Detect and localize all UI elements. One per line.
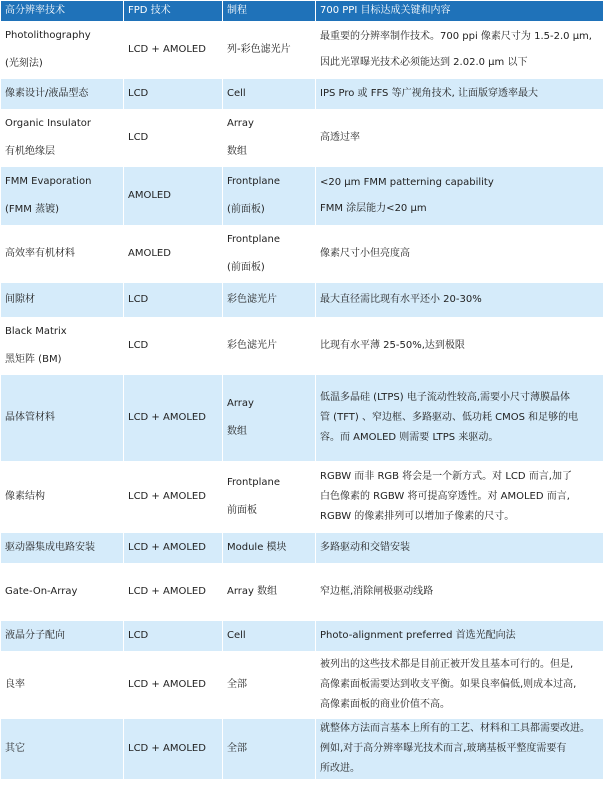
cell-line: 就整体方法而言基本上所有的工艺、材料和工具都需要改进。: [320, 723, 590, 734]
cell-line: 因此光罩曝光技术必须能达到 2.02.0 μm 以下: [320, 57, 528, 68]
cell-key: [316, 533, 603, 564]
cell-line: 列-彩色滤光片: [227, 44, 291, 55]
cell-tech: [1, 652, 124, 719]
cell-line: 全部: [227, 679, 247, 690]
cell-process: [223, 375, 316, 462]
cell-process: [223, 110, 316, 167]
cell-tech: [1, 719, 124, 780]
cell-process: [223, 621, 316, 652]
cell-tech: [1, 375, 124, 462]
cell-line: FMM 涂层能力<20 μm: [320, 203, 427, 214]
cell-line: RGBW 的像素排列可以增加子像素的尺寸。: [320, 511, 515, 522]
header-process: 制程: [223, 1, 316, 22]
cell-line: Module 模块: [227, 542, 287, 553]
table-row: [1, 375, 603, 462]
table-row: [1, 226, 603, 283]
cell-line: AMOLED: [128, 190, 171, 201]
cell-line: 容。而 AMOLED 则需要 LTPS 来驱动。: [320, 432, 499, 443]
cell-key: [316, 22, 603, 79]
cell-line: RGBW 而非 RGB 将会是一个新方式。对 LCD 而言,加了: [320, 471, 572, 482]
cell-line: 像素结构: [5, 491, 45, 502]
cell-key: [316, 375, 603, 462]
cell-line: FMM Evaporation: [5, 176, 92, 187]
header-key: 700 PPI 目标达成关键和内容: [316, 1, 603, 22]
cell-process: [223, 79, 316, 110]
table-row: [1, 462, 603, 533]
cell-line: 液晶分子配向: [5, 630, 65, 641]
cell-process: [223, 564, 316, 621]
cell-fpd: [124, 318, 223, 375]
cell-line: Black Matrix: [5, 326, 67, 337]
cell-key: [316, 110, 603, 167]
cell-tech: [1, 283, 124, 318]
cell-fpd: [124, 22, 223, 79]
cell-line: LCD: [128, 630, 149, 641]
table-row: [1, 79, 603, 110]
cell-key: [316, 564, 603, 621]
cell-line: 彩色滤光片: [227, 294, 277, 305]
cell-line: AMOLED: [128, 248, 171, 259]
cell-line: 高效率有机材料: [5, 248, 75, 259]
cell-line: 黑矩阵 (BM): [5, 354, 62, 365]
cell-process: [223, 533, 316, 564]
cell-tech: [1, 621, 124, 652]
cell-process: [223, 318, 316, 375]
cell-line: 白色像素的 RGBW 将可提高穿透性。对 AMOLED 而言,: [320, 491, 570, 502]
cell-line: Photo-alignment preferred 首选光配向法: [320, 630, 516, 641]
cell-tech: [1, 226, 124, 283]
cell-line: Array: [227, 118, 254, 129]
cell-line: 窄边框,消除闸极驱动线路: [320, 586, 434, 597]
table-row: [1, 719, 603, 780]
cell-key: [316, 283, 603, 318]
cell-line: 驱动器集成电路安装: [5, 542, 95, 553]
cell-line: <20 μm FMM patterning capability: [320, 177, 494, 188]
cell-line: 管 (TFT) 、窄边框、多路驱动、低功耗 CMOS 和足够的电: [320, 412, 579, 423]
cell-fpd: [124, 564, 223, 621]
cell-line: Organic Insulator: [5, 118, 91, 129]
cell-line: Frontplane: [227, 234, 281, 245]
table-row: [1, 22, 603, 79]
cell-line: LCD + AMOLED: [128, 491, 206, 502]
cell-fpd: [124, 462, 223, 533]
cell-tech: [1, 564, 124, 621]
table-row: [1, 621, 603, 652]
cell-line: LCD + AMOLED: [128, 679, 206, 690]
cell-line: 像素尺寸小但亮度高: [320, 248, 410, 259]
cell-process: [223, 462, 316, 533]
cell-key: [316, 719, 603, 780]
cell-tech: [1, 318, 124, 375]
cell-line: 有机绝缘层: [5, 146, 55, 157]
table-body: [1, 22, 603, 780]
cell-tech: [1, 167, 124, 226]
table-row: [1, 652, 603, 719]
cell-fpd: [124, 79, 223, 110]
cell-line: LCD: [128, 132, 149, 143]
cell-line: (FMM 蒸镀): [5, 204, 59, 215]
cell-line: Photolithography: [5, 30, 91, 41]
table-row: [1, 110, 603, 167]
cell-process: [223, 719, 316, 780]
cell-line: (前面板): [227, 204, 265, 215]
table-row: [1, 318, 603, 375]
cell-line: 高透过率: [320, 132, 360, 143]
cell-fpd: [124, 533, 223, 564]
cell-tech: [1, 110, 124, 167]
cell-tech: [1, 533, 124, 564]
cell-line: Array 数组: [227, 586, 278, 597]
cell-fpd: [124, 621, 223, 652]
cell-line: LCD: [128, 294, 149, 305]
cell-line: (光刻法): [5, 58, 43, 69]
cell-line: LCD: [128, 340, 149, 351]
cell-line: LCD + AMOLED: [128, 412, 206, 423]
cell-line: 所改进。: [320, 763, 360, 774]
cell-key: [316, 462, 603, 533]
cell-line: 全部: [227, 743, 247, 754]
cell-line: Frontplane: [227, 176, 281, 187]
cell-fpd: [124, 226, 223, 283]
header-tech: 高分辨率技术: [1, 1, 124, 22]
cell-line: LCD + AMOLED: [128, 542, 206, 553]
cell-line: LCD + AMOLED: [128, 44, 206, 55]
cell-line: LCD + AMOLED: [128, 586, 206, 597]
cell-line: 良率: [5, 679, 25, 690]
cell-process: [223, 22, 316, 79]
cell-fpd: [124, 652, 223, 719]
cell-fpd: [124, 110, 223, 167]
cell-line: Cell: [227, 630, 246, 641]
cell-tech: [1, 79, 124, 110]
table-row: [1, 167, 603, 226]
cell-process: [223, 652, 316, 719]
cell-tech: [1, 22, 124, 79]
cell-fpd: [124, 283, 223, 318]
header-fpd: FPD 技术: [124, 1, 223, 22]
cell-line: 低温多晶硅 (LTPS) 电子流动性较高,需要小尺寸薄膜晶体: [320, 392, 571, 403]
cell-process: [223, 283, 316, 318]
cell-key: [316, 318, 603, 375]
cell-line: 最重要的分辨率制作技术。700 ppi 像素尺寸为 1.5-2.0 μm,: [320, 31, 592, 42]
cell-line: 被列出的这些技术都是目前正被开发且基本可行的。但是,: [320, 659, 574, 670]
table-row: [1, 283, 603, 318]
cell-line: 比现有水平薄 25-50%,达到极限: [320, 340, 465, 351]
cell-line: 像素设计/液晶型态: [5, 88, 89, 99]
cell-line: 高像素面板需要达到收支平衡。如果良率偏低,则成本过高,: [320, 679, 577, 690]
cell-process: [223, 167, 316, 226]
cell-line: 彩色滤光片: [227, 340, 277, 351]
cell-line: (前面板): [227, 262, 265, 273]
cell-key: [316, 621, 603, 652]
cell-line: LCD: [128, 88, 149, 99]
table-row: [1, 533, 603, 564]
cell-line: 高像素面板的商业价值不高。: [320, 699, 450, 710]
cell-line: 最大直径需比现有水平还小 20-30%: [320, 294, 482, 305]
cell-fpd: [124, 375, 223, 462]
cell-fpd: [124, 719, 223, 780]
cell-fpd: [124, 167, 223, 226]
cell-line: Cell: [227, 88, 246, 99]
cell-line: Gate-On-Array: [5, 586, 78, 597]
cell-line: 晶体管材料: [5, 412, 55, 423]
table-header-row: [1, 1, 603, 22]
cell-tech: [1, 462, 124, 533]
cell-line: IPS Pro 或 FFS 等广视角技术, 让面版穿透率最大: [320, 88, 538, 99]
table-row: [1, 564, 603, 621]
cell-line: 数组: [227, 146, 247, 157]
cell-line: 例如,对于高分辨率曝光技术而言,玻璃基板平整度需要有: [320, 743, 567, 754]
cell-line: 多路驱动和交错安装: [320, 542, 410, 553]
cell-key: [316, 79, 603, 110]
cell-line: 前面板: [227, 505, 257, 516]
cell-line: 数组: [227, 426, 247, 437]
cell-key: [316, 167, 603, 226]
cell-line: Array: [227, 398, 254, 409]
cell-line: 间隙材: [5, 294, 35, 305]
cell-line: LCD + AMOLED: [128, 743, 206, 754]
cell-key: [316, 226, 603, 283]
cell-line: 其它: [5, 743, 25, 754]
cell-process: [223, 226, 316, 283]
cell-line: Frontplane: [227, 477, 281, 488]
cell-key: [316, 652, 603, 719]
